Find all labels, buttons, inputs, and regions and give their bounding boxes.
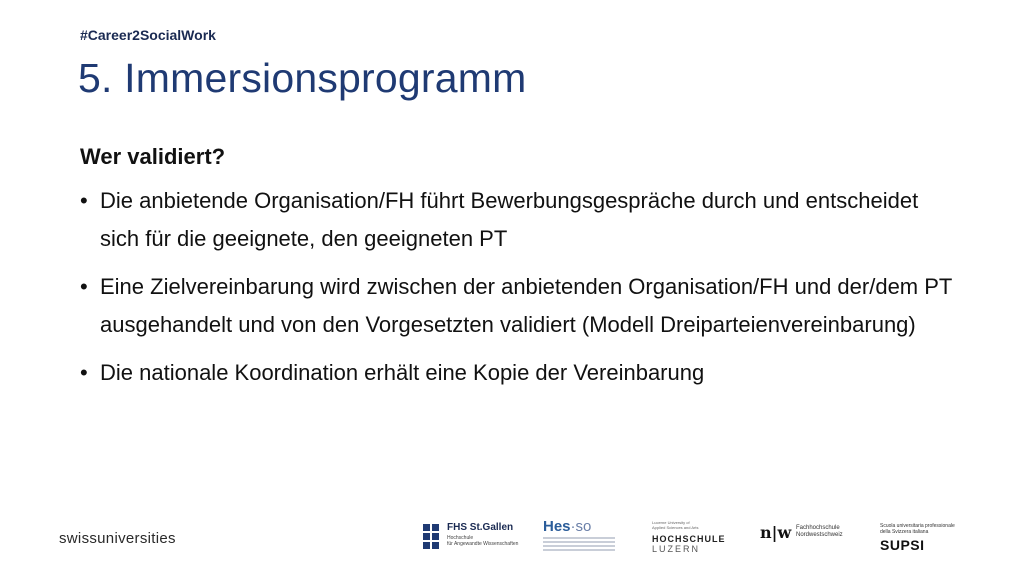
supsi-logo: Scuola universitaria professionale della Svizzera italiana SUPSI	[880, 523, 955, 553]
fhs-name: FHS St.Gallen	[447, 522, 514, 533]
partner-logos-footer	[0, 515, 1024, 565]
bullet-icon: •	[80, 188, 88, 213]
hes-fine-print	[543, 537, 619, 551]
bullet-item	[80, 354, 960, 392]
fhnw-text: Fachhochschule Nordwestschweiz	[796, 525, 843, 538]
bullet-text: Die nationale Koordination erhält eine Kopie der Vereinbarung	[100, 360, 705, 385]
swissuniversities-logo: swissuniversities	[59, 530, 176, 547]
fhnw-mark: n|w	[760, 523, 792, 542]
bullet-icon: •	[80, 360, 88, 385]
bullet-item	[80, 182, 960, 258]
fhs-squares-icon	[423, 524, 443, 548]
fhnw-logo	[760, 523, 860, 553]
bullet-list	[80, 182, 960, 392]
fhs-subtitle: Hochschule für Angewandte Wissenschaften	[447, 535, 519, 547]
slide-body	[80, 144, 960, 402]
bullet-icon: •	[80, 274, 88, 299]
hes-so-logo	[543, 518, 619, 562]
hochschule-luzern-logo: Lucerne University of Applied Sciences and Arts HOCHSCHULE LUZERN	[652, 520, 726, 554]
fhs-stgallen-logo	[423, 520, 523, 552]
hes-name: Hes·so	[543, 518, 592, 535]
bullet-item	[80, 268, 960, 344]
hashtag-label: #Career2SocialWork	[80, 27, 216, 43]
subheading: Wer validiert?	[80, 144, 226, 169]
bullet-text: Eine Zielvereinbarung wird zwischen der anbietenden Organisation/FH und der/dem PT ausgehandelt und von den Vorgesetzten validiert (Modell Dreiparteienvereinbarung)	[100, 274, 952, 337]
slide-title: 5. Immersionsprogramm	[78, 55, 527, 101]
bullet-text: Die anbietende Organisation/FH führt Bewerbungsgespräche durch und entscheidet sich für die geeignete, den geeigneten PT	[100, 188, 919, 251]
